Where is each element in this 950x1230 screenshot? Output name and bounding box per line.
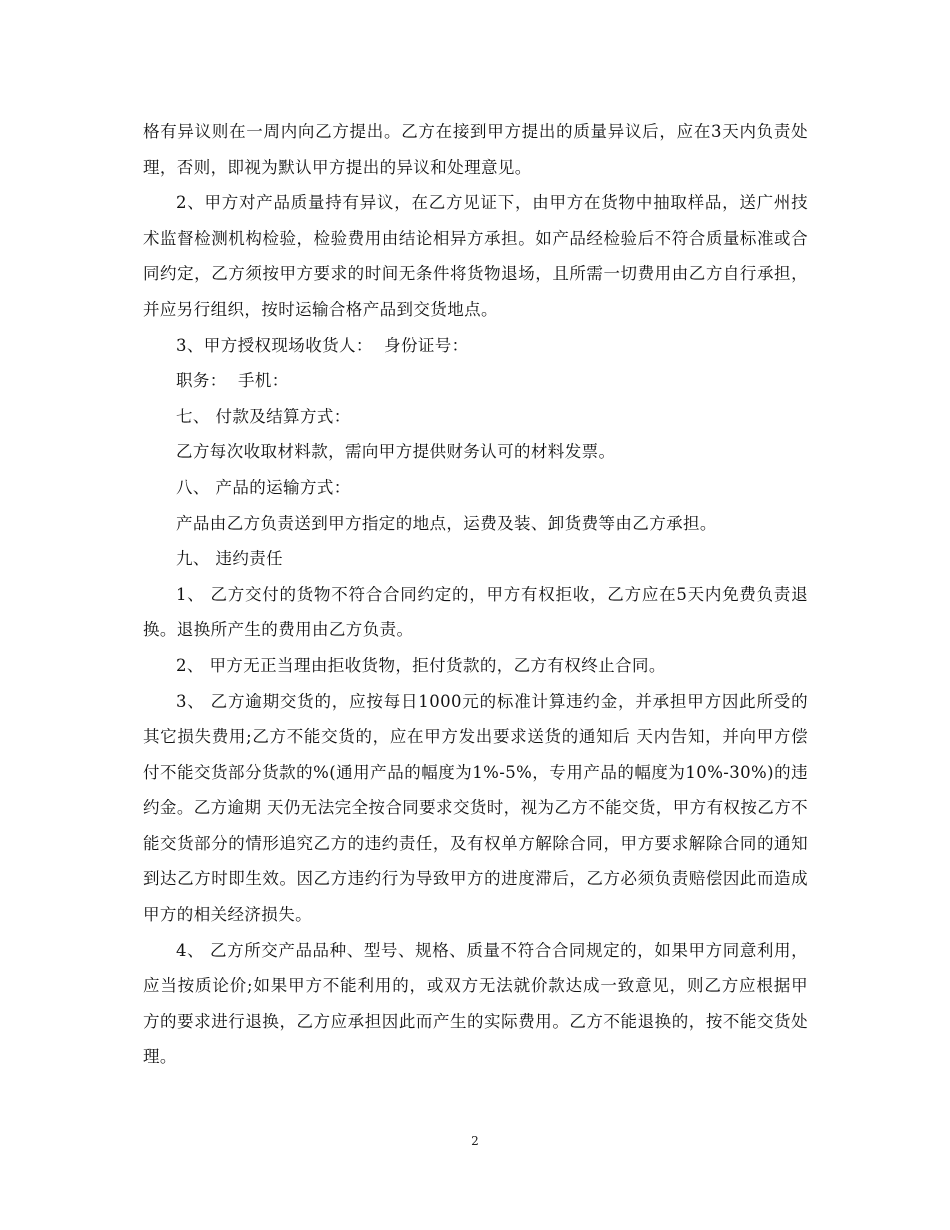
paragraph-breach-4: 4、 乙方所交产品品种、型号、规格、质量不符合合同规定的，如果甲方同意利用，应当按质论价;如果甲方不能利用的，或双方无法就价款达成一致意见，则乙方应根据甲方的要求进行退换，乙方应承担因此而产生的实际费用。乙方不能退换的，按不能交货处理。 — [143, 940, 808, 1067]
paragraph-quality-objection-continued: 格有异议则在一周内向乙方提出。乙方在接到甲方提出的质量异议后，应在3天内负责处理，否则，即视为默认甲方提出的异议和处理意见。 — [143, 122, 808, 177]
document-body — [143, 114, 808, 1075]
paragraph-transport: 产品由乙方负责送到甲方指定的地点，运费及装、卸货费等由乙方承担。 — [176, 513, 717, 533]
paragraph-payment-invoice: 乙方每次收取材料款，需向甲方提供财务认可的材料发票。 — [176, 442, 616, 462]
section-heading-transport: 八、 产品的运输方式： — [176, 477, 351, 497]
paragraph-clause-3-receiver: 3、甲方授权现场收货人： 身份证号： — [176, 335, 469, 355]
paragraph-breach-2: 2、 甲方无正当理由拒收货物，拒付货款的，乙方有权终止合同。 — [176, 655, 666, 675]
paragraph-clause-2-quality-inspection: 2、甲方对产品质量持有异议，在乙方见证下，由甲方在货物中抽取样品，送广州技术监督检测机构检验，检验费用由结论相异方承担。如产品经检验后不符合质量标准或合同约定，乙方须按甲方要求的时间无条件将货物退场，且所需一切费用由乙方自行承担，并应另行组织，按时运输合格产品到交货地点。 — [143, 193, 808, 319]
section-heading-payment: 七、 付款及结算方式： — [176, 406, 351, 426]
paragraph-breach-1: 1、 乙方交付的货物不符合合同约定的，甲方有权拒收，乙方应在5天内免费负责退换。退换所产生的费用由乙方负责。 — [143, 584, 808, 640]
section-heading-breach: 九、 违约责任 — [176, 549, 284, 569]
page-number: 2 — [471, 1134, 479, 1148]
paragraph-receiver-position-phone: 职务： 手机： — [176, 371, 289, 391]
paragraph-breach-3: 3、 乙方逾期交货的，应按每日1000元的标准计算违约金，并承担甲方因此所受的其它损失费用;乙方不能交货的，应在甲方发出要求送货的通知后 天内告知，并向甲方偿付不能交货部分货款的%(通用产品的幅度为1%-5%，专用产品的幅度为10%-30%)的违约金。乙方逾期 天仍无法完全按合同要求交货时，视为乙方不能交货，甲方有权按乙方不能交货部分的情形追究乙方的违约责任，及有权单方解除合同，甲方要求解除合同的通知到达乙方时即生效。因乙方违约行为导致甲方的进度滞后，乙方必须负责赔偿因此而造成甲方的相关经济损失。 — [143, 691, 808, 925]
